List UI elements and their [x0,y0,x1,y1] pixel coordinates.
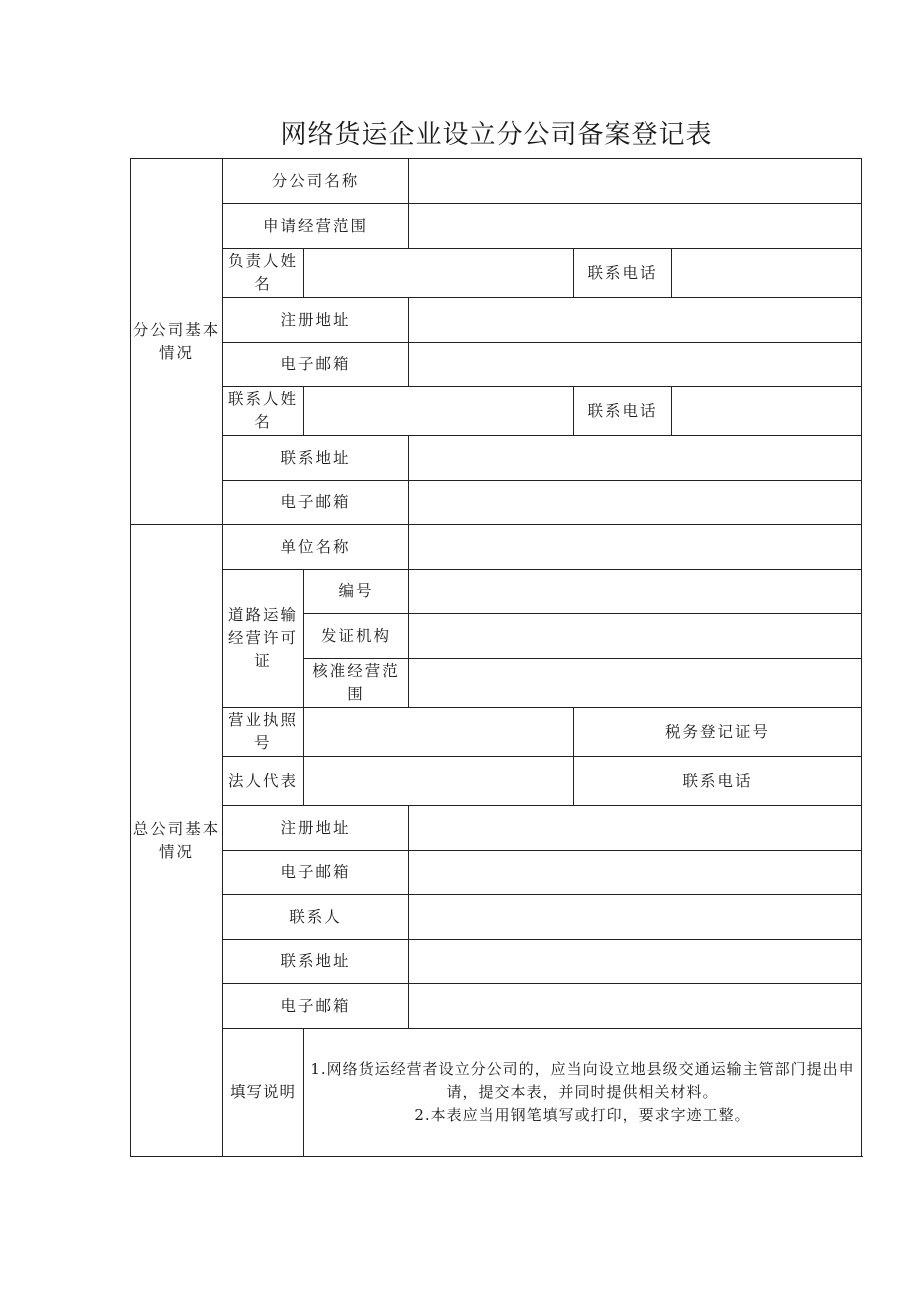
branch-contact-phone-field[interactable] [672,387,862,436]
branch-manager-phone-label: 联系电话 [574,249,672,298]
branch-reg-address-field[interactable] [409,298,862,343]
permit-number-field[interactable] [409,570,862,614]
permit-scope-label: 核准经营范围 [304,659,409,708]
permit-scope-field[interactable] [409,659,862,708]
legal-rep-label: 法人代表 [223,757,304,806]
head-contact-address-label: 联系地址 [223,940,409,984]
legal-rep-field[interactable] [304,757,574,806]
branch-contact-name-label: 联系人姓名 [223,387,304,436]
branch-email-label: 电子邮箱 [223,343,409,387]
head-contact-email-field[interactable] [409,984,862,1029]
permit-label: 道路运输经营许可证 [223,570,304,708]
branch-section-label: 分公司基本情况 [131,159,223,525]
note-item-1: 1.网络货运经营者设立分公司的，应当向设立地县级交通运输主管部门提出申请，提交本表，并同时提供相关材料。 [310,1060,855,1101]
note-item-2: 2.本表应当用钢笔填写或打印，要求字迹工整。 [414,1106,751,1124]
head-office-section-label: 总公司基本情况 [131,525,223,1157]
branch-reg-address-label: 注册地址 [223,298,409,343]
branch-contact-email-field[interactable] [409,481,862,525]
legal-phone-label: 联系电话 [574,757,862,806]
head-contact-label: 联系人 [223,895,409,940]
head-email-field[interactable] [409,851,862,895]
branch-contact-phone-label: 联系电话 [574,387,672,436]
business-license-field[interactable] [304,708,574,757]
branch-scope-field[interactable] [409,204,862,249]
registration-form-table [130,158,862,1157]
branch-contact-email-label: 电子邮箱 [223,481,409,525]
permit-issuer-label: 发证机构 [304,614,409,659]
branch-contact-name-field[interactable] [304,387,574,436]
head-contact-address-field[interactable] [409,940,862,984]
branch-scope-label: 申请经营范围 [223,204,409,249]
head-contact-email-label: 电子邮箱 [223,984,409,1029]
unit-name-label: 单位名称 [223,525,409,570]
unit-name-field[interactable] [409,525,862,570]
branch-manager-phone-field[interactable] [672,249,862,298]
notes-label: 填写说明 [223,1029,304,1157]
head-reg-address-label: 注册地址 [223,806,409,851]
head-contact-field[interactable] [409,895,862,940]
branch-name-field[interactable] [409,159,862,204]
branch-manager-name-label: 负责人姓名 [223,249,304,298]
branch-contact-address-label: 联系地址 [223,436,409,481]
branch-name-label: 分公司名称 [223,159,409,204]
permit-issuer-field[interactable] [409,614,862,659]
notes-content [304,1029,862,1157]
tax-reg-label: 税务登记证号 [574,708,862,757]
business-license-label: 营业执照号 [223,708,304,757]
permit-number-label: 编号 [304,570,409,614]
form-title: 网络货运企业设立分公司备案登记表 [280,120,713,150]
branch-manager-name-field[interactable] [304,249,574,298]
branch-email-field[interactable] [409,343,862,387]
branch-contact-address-field[interactable] [409,436,862,481]
head-email-label: 电子邮箱 [223,851,409,895]
head-reg-address-field[interactable] [409,806,862,851]
